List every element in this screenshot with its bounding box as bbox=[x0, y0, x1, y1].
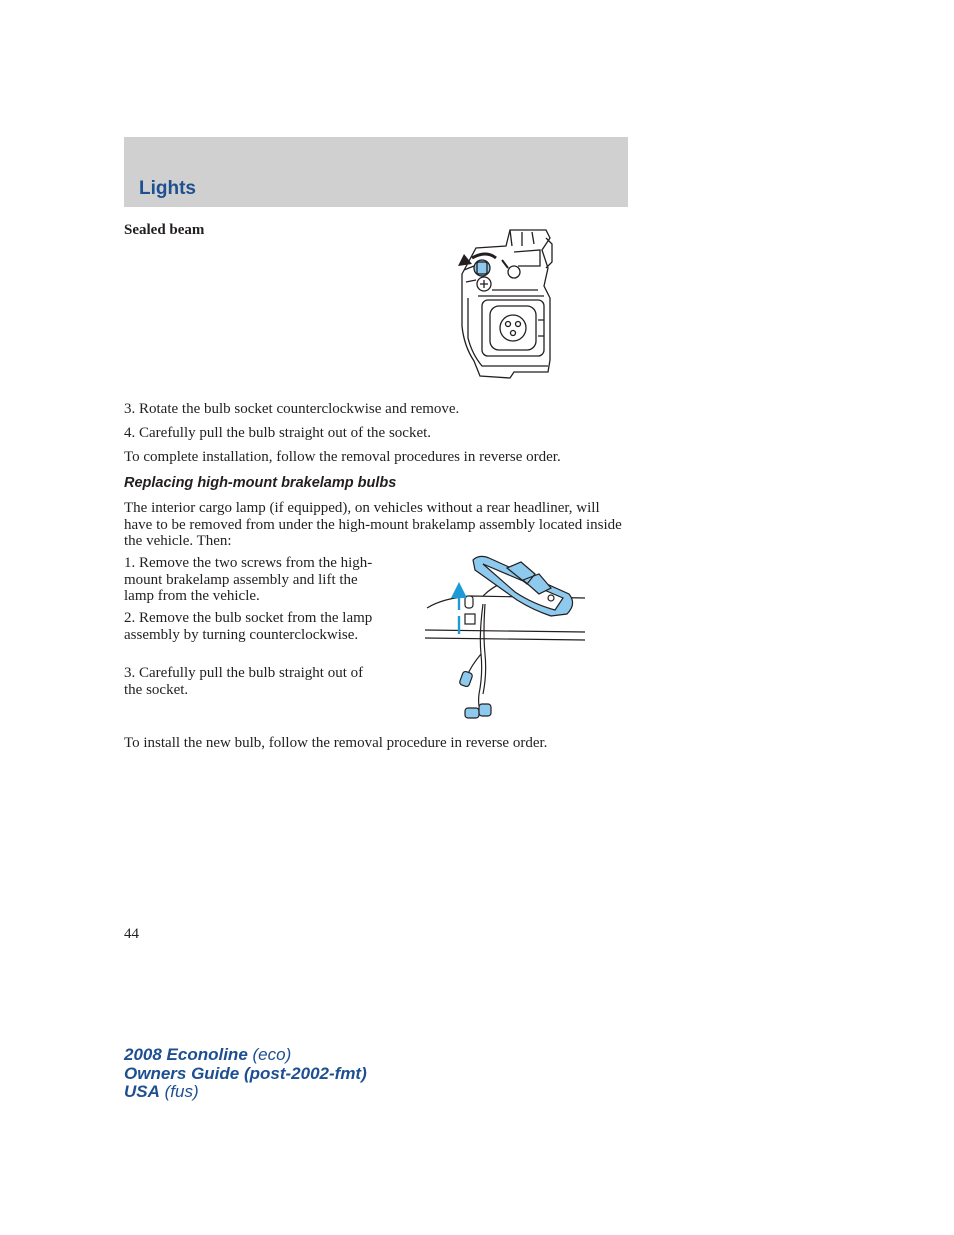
sealed-beam-diagram bbox=[452, 226, 564, 382]
sealed-beam-step-4: 4. Carefully pull the bulb straight out of the socket. bbox=[124, 425, 432, 441]
sealed-beam-heading: Sealed beam bbox=[124, 222, 205, 238]
footer-line-1: 2008 Econoline (eco) bbox=[124, 1045, 292, 1064]
document-footer bbox=[124, 1046, 367, 1102]
pull-arrow-head bbox=[451, 582, 467, 598]
section-header bbox=[124, 137, 628, 207]
high-mount-install: To install the new bulb, follow the removal procedure in reverse order. bbox=[124, 735, 548, 751]
brakelamp-assembly bbox=[473, 556, 573, 616]
high-mount-step-1: 1. Remove the two screws from the high-mount brakelamp assembly and lift the lamp from the vehicle. bbox=[124, 555, 373, 604]
high-mount-step-2: 2. Remove the bulb socket from the lamp assembly by turning counterclockwise. bbox=[124, 610, 373, 643]
footer-line-3: USA (fus) bbox=[124, 1082, 199, 1101]
headlamp-plug bbox=[500, 315, 526, 341]
sealed-beam-complete: To complete installation, follow the removal procedures in reverse order. bbox=[124, 449, 561, 465]
section-title: Lights bbox=[139, 178, 196, 199]
sealed-beam-step-3: 3. Rotate the bulb socket counterclockwise and remove. bbox=[124, 401, 460, 417]
headlamp-frame bbox=[482, 300, 544, 356]
headlamp-lens bbox=[490, 306, 536, 350]
footer-line-2: Owners Guide (post-2002-fmt) bbox=[124, 1063, 367, 1083]
high-mount-step-3: 3. Carefully pull the bulb straight out of the socket. bbox=[124, 665, 364, 698]
high-mount-intro: The interior cargo lamp (if equipped), on vehicles without a rear headliner, will have to be removed from under the high-mount brakelamp assembly located inside the vehicle. Then: bbox=[124, 500, 622, 549]
high-mount-brakelamp-diagram bbox=[423, 554, 587, 724]
high-mount-heading: Replacing high-mount brakelamp bulbs bbox=[124, 475, 397, 491]
page-number: 44 bbox=[124, 926, 139, 942]
bulb bbox=[465, 596, 475, 624]
bulb-socket bbox=[474, 260, 520, 291]
bulb-sockets bbox=[459, 671, 491, 718]
rotate-arrow bbox=[472, 254, 496, 258]
